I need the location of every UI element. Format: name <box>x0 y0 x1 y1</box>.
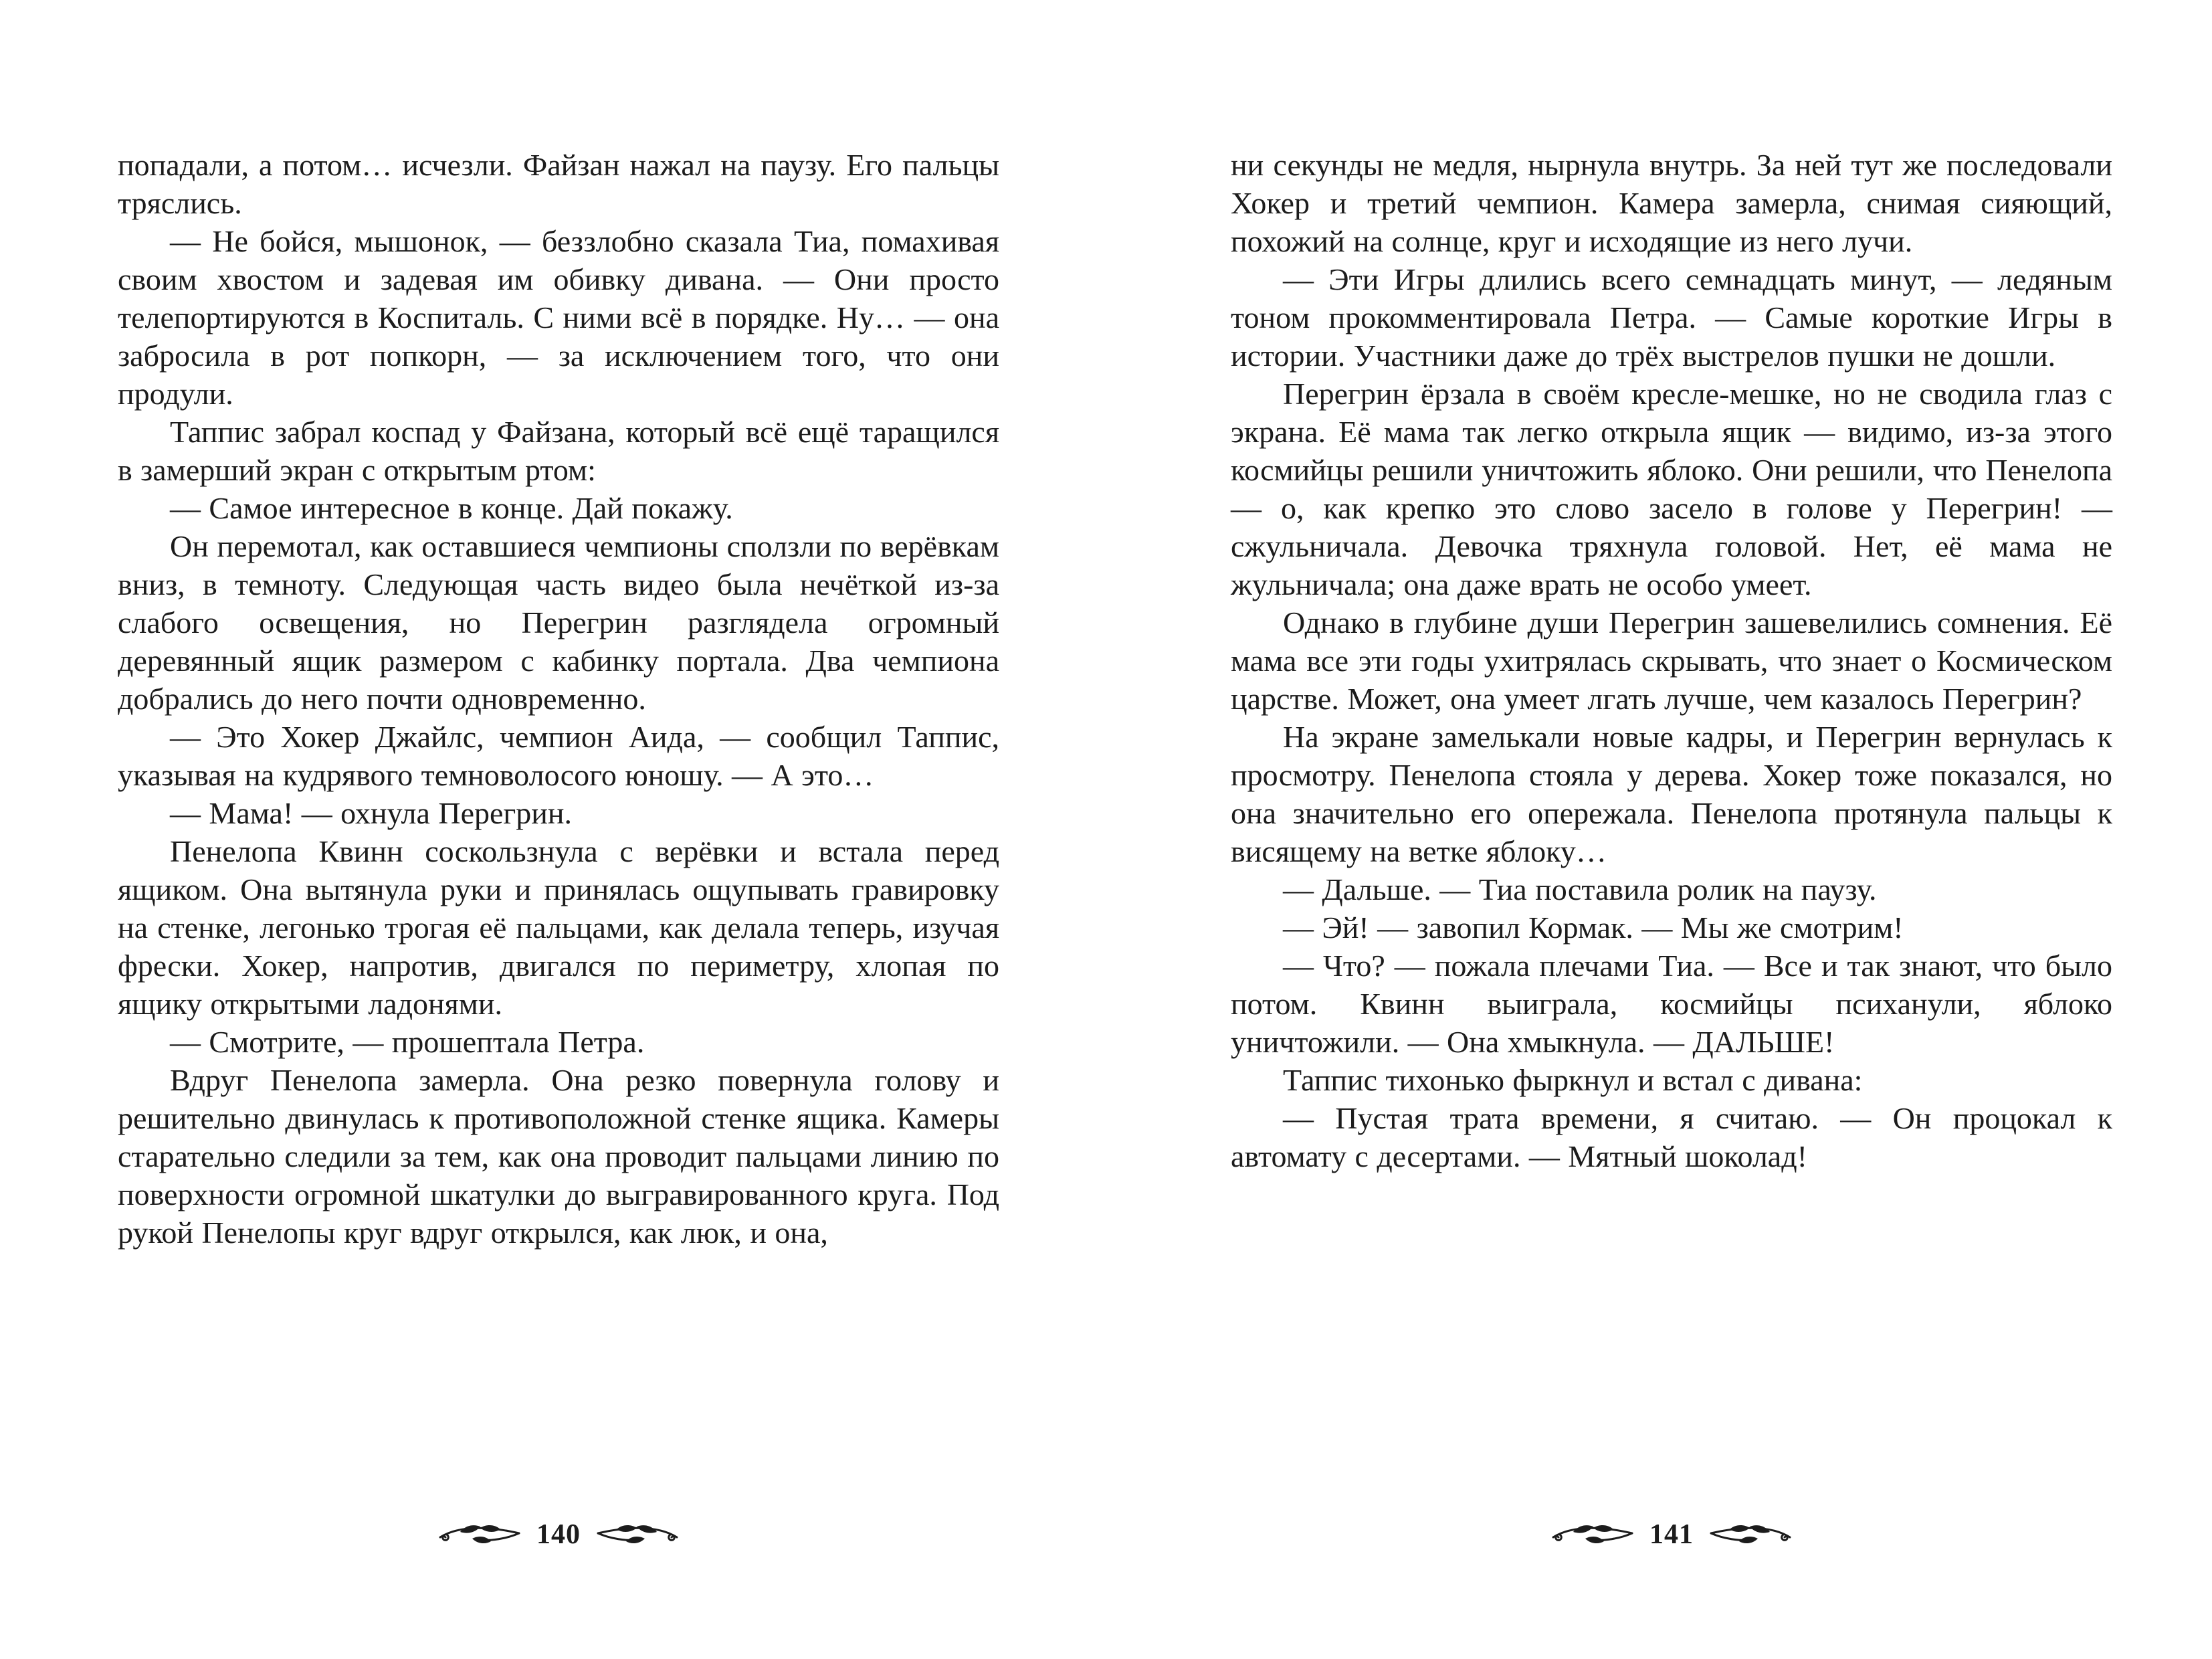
paragraph: — Самое интересное в конце. Дай покажу. <box>170 491 733 525</box>
paragraph: — Что? — пожала плечами Тиа. — Все и так знают, что было потом. Квинн выиграла, космийцы психанули, яблоко уничтожили. — Она хмыкнула. — ДАЛЬШЕ! <box>1231 949 2112 1059</box>
paragraph: Таппис забрал коспад у Файзана, который всё ещё таращился в замерший экран с открытым ртом: <box>118 415 999 487</box>
paragraph: — Эти Игры длились всего семнадцать минут, — ледяным тоном прокомментировала Петра. — Самые короткие Игры в истории. Участники даже до трёх выстрелов пушки не дошли. <box>1231 262 2112 373</box>
leaf-flourish-icon <box>595 1521 680 1548</box>
page-left-folio <box>118 1517 999 1552</box>
paragraph: — Не бойся, мышонок, — беззлобно сказала Тиа, помахивая своим хвостом и задевая им обивку дивана. — Они просто телепортируются в Коспиталь. С ними всё в порядке. Ну… — она забросила в рот попкорн, — за исключением того, что они продули. <box>118 224 999 411</box>
paragraph: — Смотрите, — прошептала Петра. <box>170 1025 645 1059</box>
paragraph: — Эй! — завопил Кормак. — Мы же смотрим! <box>1283 910 1904 945</box>
paragraph: ни секунды не медля, нырнула внутрь. За ней тут же последовали Хокер и третий чемпион. Камера замерла, снимая сияющий, похожий на солнце, круг и исходящие из него лучи. <box>1231 148 2112 258</box>
leaf-flourish-icon <box>1550 1521 1635 1548</box>
paragraph: Вдруг Пенелопа замерла. Она резко повернула голову и решительно двинулась к противоположной стенке ящика. Камеры старательно следили за тем, как она проводит пальцами линию по поверхности огромной шкатулки до выгравированного круга. Под рукой Пенелопы круг вдруг открылся, как люк, и она, <box>118 1063 999 1250</box>
paragraph: На экране замелькали новые кадры, и Перегрин вернулась к просмотру. Пенелопа стояла у дерева. Хокер тоже показался, но она значительно его опережала. Пенелопа протянула пальцы к висящему на ветке яблоку… <box>1231 720 2112 868</box>
paragraph: Перегрин ёрзала в своём кресле-мешке, но не сводила глаз с экрана. Её мама так легко открыла ящик — видимо, из-за этого космийцы решили уничтожить яблоко. Они решили, что Пенелопа — о, как крепко это слово засело в голове у Перегрин! — сжульничала. Девочка тряхнула головой. Нет, её мама не жульничала; она даже врать не особо умеет. <box>1231 377 2112 601</box>
page-number-left: 140 <box>536 1519 581 1550</box>
paragraph: Пенелопа Квинн соскользнула с верёвки и встала перед ящиком. Она вытянула руки и принялась ощупывать гравировку на стенке, легонько трогая её пальцами, как делала теперь, изучая фрески. Хокер, напротив, двигался по периметру, хлопая по ящику открытыми ладонями. <box>118 834 999 1021</box>
paragraph: — Мама! — охнула Перегрин. <box>170 796 573 830</box>
page-left-text-block <box>118 146 999 1252</box>
paragraph: попадали, а потом… исчезли. Файзан нажал на паузу. Его пальцы тряслись. <box>118 148 999 220</box>
paragraph: Однако в глубине души Перегрин зашевелились сомнения. Её мама все эти годы ухитрялась скрывать, что знает о Космическом царстве. Может, она умеет лгать лучше, чем казалось Перегрин? <box>1231 605 2112 716</box>
paragraph: — Дальше. — Тиа поставила ролик на паузу. <box>1283 872 1877 906</box>
page-right-folio <box>1231 1517 2112 1552</box>
page-right <box>1231 0 2112 1659</box>
leaf-flourish-icon <box>437 1521 522 1548</box>
page-number-right: 141 <box>1649 1519 1694 1550</box>
leaf-flourish-icon <box>1708 1521 1793 1548</box>
paragraph: Он перемотал, как оставшиеся чемпионы сползли по верёвкам вниз, в темноту. Следующая часть видео была нечёткой из-за слабого освещения, но Перегрин разглядела огромный деревянный ящик размером с кабинку портала. Два чемпиона добрались до него почти одновременно. <box>118 529 999 716</box>
page-right-text-block <box>1231 146 2112 1175</box>
paragraph: Таппис тихонько фыркнул и встал с дивана: <box>1283 1063 1863 1097</box>
paragraph: — Это Хокер Джайлс, чемпион Аида, — сообщил Таппис, указывая на кудрявого темноволосого юношу. — А это… <box>118 720 999 792</box>
page-left <box>118 0 999 1659</box>
paragraph: — Пустая трата времени, я считаю. — Он процокал к автомату с десертами. — Мятный шоколад! <box>1231 1101 2112 1173</box>
